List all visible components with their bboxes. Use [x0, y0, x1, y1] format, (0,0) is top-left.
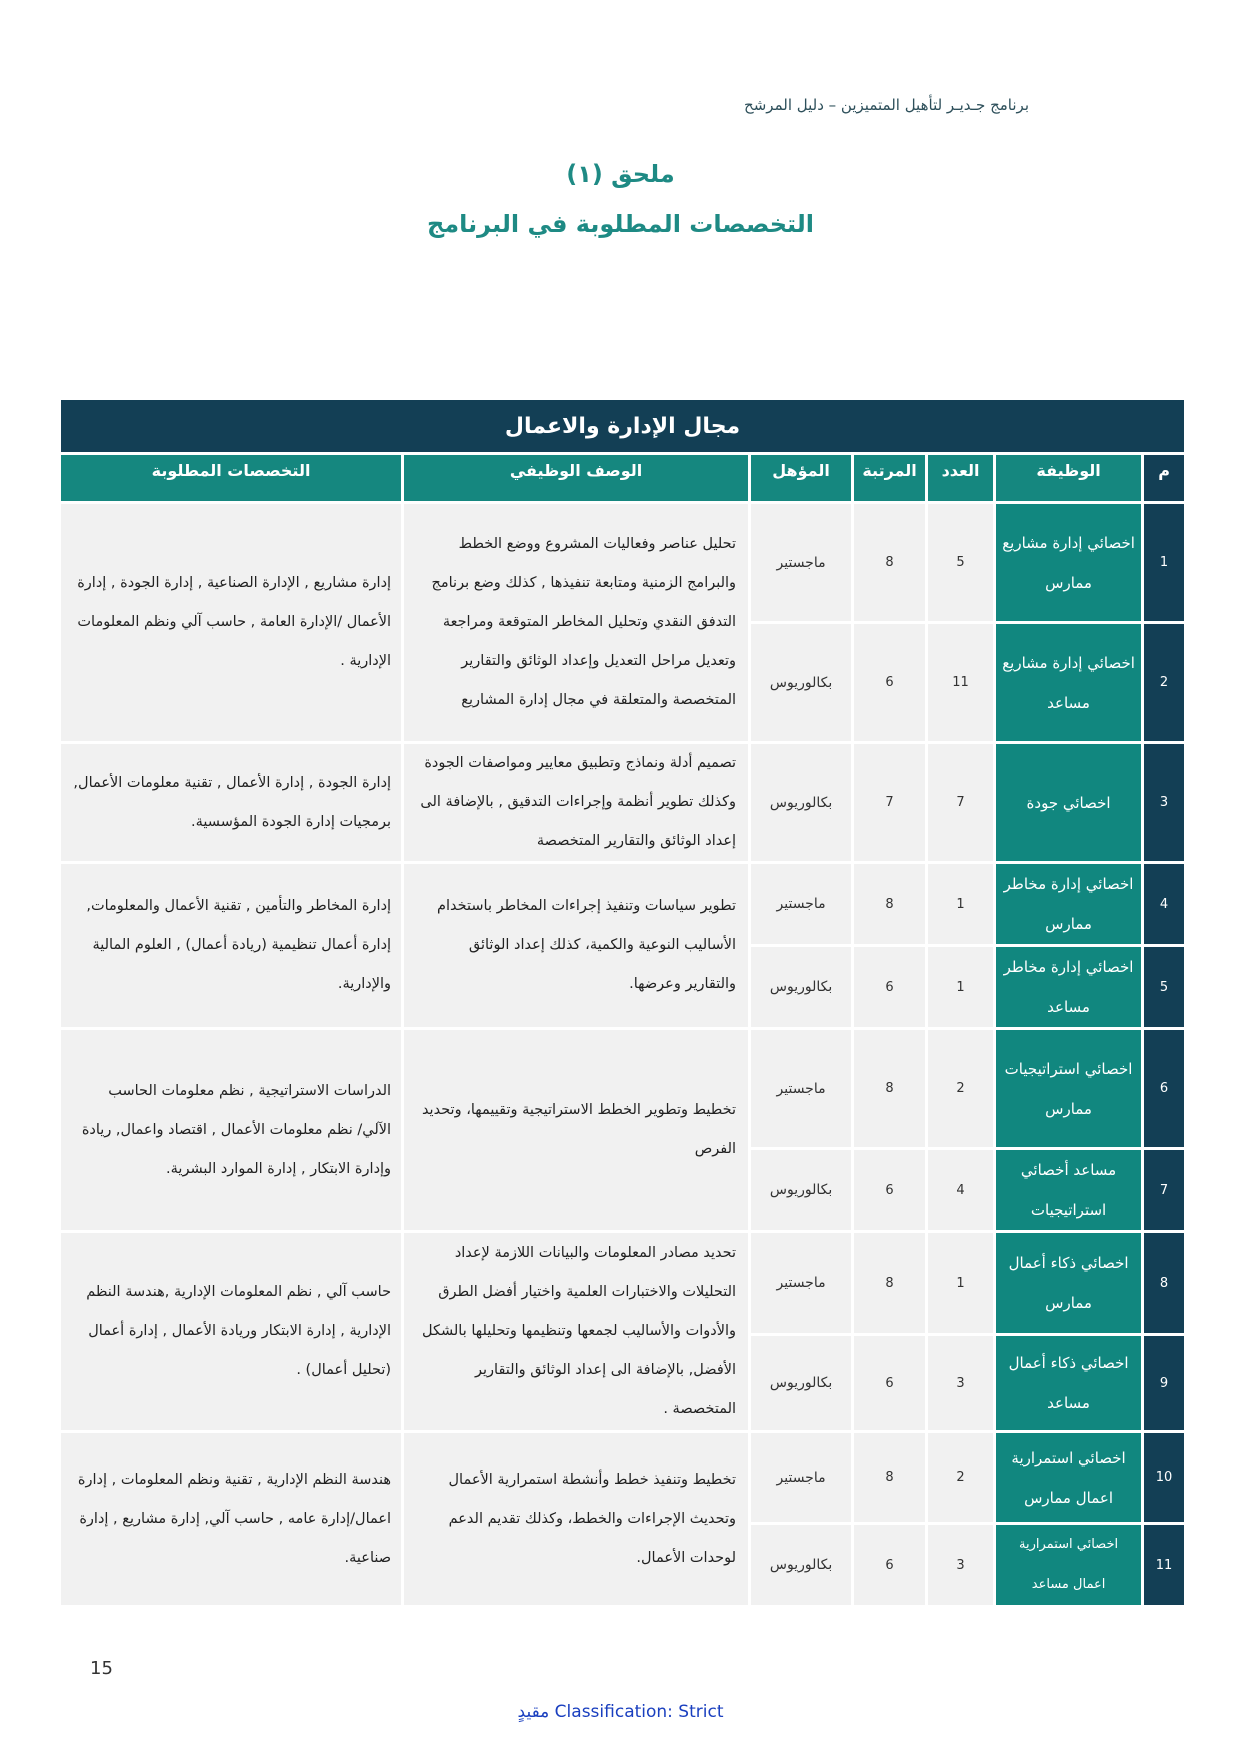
row-count: 2 — [927, 1029, 995, 1149]
row-index: 3 — [1143, 743, 1186, 863]
row-specializations: إدارة الجودة , إدارة الأعمال , تقنية معلومات الأعمال, برمجيات إدارة الجودة المؤسسية. — [60, 743, 403, 863]
row-specializations: إدارة مشاريع , الإدارة الصناعية , إدارة الجودة , إدارة الأعمال /الإدارة العامة , حاسب آلي ونظم المعلومات الإدارية . — [60, 503, 403, 743]
table-row — [60, 743, 1186, 863]
row-count: 3 — [927, 1524, 995, 1607]
row-qualification: بكالوريوس — [750, 743, 853, 863]
row-index: 10 — [1143, 1432, 1186, 1524]
row-description: تخطيط وتنفيذ خطط وأنشطة استمرارية الأعمال وتحديث الإجراءات والخطط، وكذلك تقديم الدعم لوحدات الأعمال. — [403, 1432, 750, 1607]
row-specializations: هندسة النظم الإدارية , تقنية ونظم المعلومات , إدارة اعمال/إدارة عامه , حاسب آلي, إدارة مشاريع , إدارة صناعية. — [60, 1432, 403, 1607]
row-description: تصميم أدلة ونماذج وتطبيق معايير ومواصفات الجودة وكذلك تطوير أنظمة وإجراءات التدقيق , بالإضافة الى إعداد الوثائق والتقارير المتخصصة — [403, 743, 750, 863]
row-description: تحليل عناصر وفعاليات المشروع ووضع الخطط والبرامج الزمنية ومتابعة تنفيذها , كذلك وضع برنامج التدفق النقدي وتحليل المخاطر المتوقعة ومراجعة وتعديل مراحل التعديل وإعداد الوثائق والتقارير المتخصصة والمتعلقة في مجال إدارة المشاريع — [403, 503, 750, 743]
table-header-row — [60, 454, 1186, 503]
row-index: 11 — [1143, 1524, 1186, 1607]
header-description: الوصف الوظيفي — [403, 454, 750, 503]
table-row — [60, 1232, 1186, 1335]
row-specializations: الدراسات الاستراتيجية , نظم معلومات الحاسب الآلي/ نظم معلومات الأعمال , اقتصاد واعمال, ريادة وإدارة الابتكار , إدارة الموارد البشرية. — [60, 1029, 403, 1232]
row-index: 9 — [1143, 1335, 1186, 1432]
row-index: 7 — [1143, 1149, 1186, 1232]
row-count: 2 — [927, 1432, 995, 1524]
row-qualification: ماجستير — [750, 503, 853, 623]
specializations-table — [58, 397, 1184, 1608]
row-count: 1 — [927, 946, 995, 1029]
row-specializations: إدارة المخاطر والتأمين , تقنية الأعمال والمعلومات, إدارة أعمال تنظيمية (ريادة أعمال) , العلوم المالية والإدارية. — [60, 863, 403, 1029]
row-rank: 8 — [853, 1232, 927, 1335]
table-row — [60, 863, 1186, 946]
header-rank: المرتبة — [853, 454, 927, 503]
program-header: برنامج جـديـر لتأهيل المتميزين – دليل المرشح — [744, 96, 1029, 114]
row-qualification: ماجستير — [750, 1029, 853, 1149]
row-job: اخصائي إدارة مخاطر ممارس — [995, 863, 1143, 946]
row-rank: 6 — [853, 946, 927, 1029]
row-count: 11 — [927, 623, 995, 743]
row-rank: 6 — [853, 1335, 927, 1432]
row-count: 4 — [927, 1149, 995, 1232]
row-job: اخصائي ذكاء أعمال مساعد — [995, 1335, 1143, 1432]
header-job: الوظيفة — [995, 454, 1143, 503]
row-count: 1 — [927, 863, 995, 946]
row-qualification: ماجستير — [750, 1432, 853, 1524]
row-index: 2 — [1143, 623, 1186, 743]
header-qualification: المؤهل — [750, 454, 853, 503]
row-rank: 7 — [853, 743, 927, 863]
domain-title: مجال الإدارة والاعمال — [60, 399, 1186, 454]
row-specializations: حاسب آلي , نظم المعلومات الإدارية ,هندسة النظم الإدارية , إدارة الابتكار وريادة الأعمال , إدارة أعمال (تحليل أعمال) . — [60, 1232, 403, 1432]
table-row — [60, 1432, 1186, 1524]
row-qualification: بكالوريوس — [750, 1524, 853, 1607]
row-rank: 8 — [853, 503, 927, 623]
row-qualification: بكالوريوس — [750, 946, 853, 1029]
row-job: اخصائي ذكاء أعمال ممارس — [995, 1232, 1143, 1335]
row-job: اخصائي استراتيجيات ممارس — [995, 1029, 1143, 1149]
row-qualification: ماجستير — [750, 1232, 853, 1335]
row-count: 3 — [927, 1335, 995, 1432]
page-number: 15 — [90, 1658, 113, 1679]
row-job: اخصائي إدارة مشاريع مساعد — [995, 623, 1143, 743]
row-job: اخصائي استمرارية اعمال ممارس — [995, 1432, 1143, 1524]
row-job: اخصائي استمرارية اعمال مساعد — [995, 1524, 1143, 1607]
classification-label: مقيدٍ Classification: Strict — [517, 1702, 724, 1722]
row-job: اخصائي جودة — [995, 743, 1143, 863]
row-index: 6 — [1143, 1029, 1186, 1149]
row-index: 1 — [1143, 503, 1186, 623]
row-rank: 8 — [853, 1432, 927, 1524]
row-description: تحديد مصادر المعلومات والبيانات اللازمة لإعداد التحليلات والاختبارات العلمية واختيار أفضل الطرق والأدوات والأساليب لجمعها وتنظيمها وتحليلها بالشكل الأفضل, بالإضافة الى إعداد الوثائق والتقارير المتخصصة . — [403, 1232, 750, 1432]
table-row — [60, 1029, 1186, 1149]
row-job: اخصائي إدارة مخاطر مساعد — [995, 946, 1143, 1029]
row-index: 5 — [1143, 946, 1186, 1029]
row-rank: 8 — [853, 863, 927, 946]
row-count: 1 — [927, 1232, 995, 1335]
row-index: 8 — [1143, 1232, 1186, 1335]
row-rank: 6 — [853, 1524, 927, 1607]
row-rank: 6 — [853, 1149, 927, 1232]
row-count: 5 — [927, 503, 995, 623]
annex-subtitle: التخصصات المطلوبة في البرنامج — [426, 210, 815, 238]
row-qualification: بكالوريوس — [750, 1149, 853, 1232]
row-job: اخصائي إدارة مشاريع ممارس — [995, 503, 1143, 623]
header-count: العدد — [927, 454, 995, 503]
row-description: تخطيط وتطوير الخطط الاستراتيجية وتقييمها، وتحديد الفرص — [403, 1029, 750, 1232]
table-row — [60, 503, 1186, 623]
row-job: مساعد أخصائي استراتيجيات — [995, 1149, 1143, 1232]
row-qualification: بكالوريوس — [750, 623, 853, 743]
annex-title: ملحق (١) — [566, 160, 675, 188]
row-rank: 6 — [853, 623, 927, 743]
row-rank: 8 — [853, 1029, 927, 1149]
header-specializations: التخصصات المطلوبة — [60, 454, 403, 503]
row-qualification: بكالوريوس — [750, 1335, 853, 1432]
row-count: 7 — [927, 743, 995, 863]
header-index: م — [1143, 454, 1186, 503]
row-description: تطوير سياسات وتنفيذ إجراءات المخاطر باستخدام الأساليب النوعية والكمية، كذلك إعداد الوثائق والتقارير وعرضها. — [403, 863, 750, 1029]
row-qualification: ماجستير — [750, 863, 853, 946]
row-index: 4 — [1143, 863, 1186, 946]
